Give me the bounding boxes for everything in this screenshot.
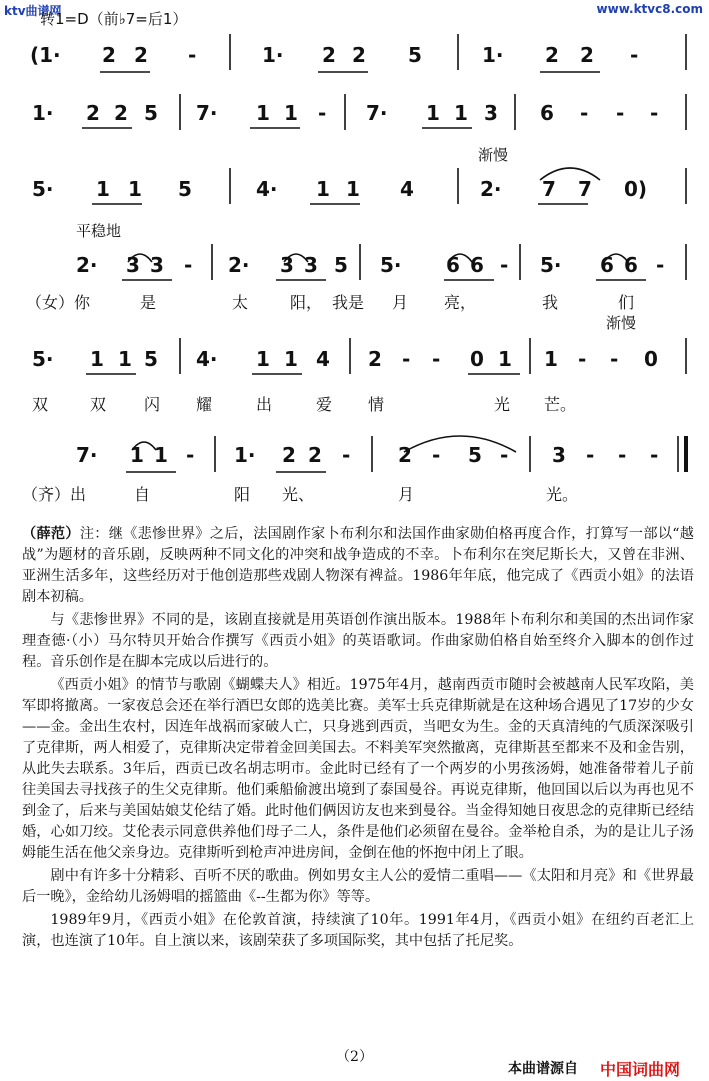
lyric: 月	[392, 293, 409, 312]
note: 2	[352, 43, 366, 67]
note: -	[184, 253, 193, 277]
note: 3	[280, 253, 294, 277]
lyric: （齐）出	[22, 485, 87, 504]
lyric: 阳	[234, 485, 251, 504]
note: 0	[470, 347, 484, 371]
note: 4	[316, 347, 330, 371]
lyric: 出	[256, 395, 273, 414]
tempo-mark: 渐慢	[606, 314, 637, 332]
note: 7	[578, 177, 592, 201]
note: -	[500, 443, 509, 467]
watermark-left: ktv曲谱网	[4, 4, 62, 18]
note: -	[650, 443, 659, 467]
note: (1·	[30, 43, 61, 67]
note: -	[342, 443, 351, 467]
note: -	[318, 101, 327, 125]
note: 6	[470, 253, 484, 277]
note: 5	[334, 253, 348, 277]
note: 5·	[32, 177, 54, 201]
note: 1·	[482, 43, 504, 67]
note: 5	[468, 443, 482, 467]
note: 1	[130, 443, 144, 467]
source-brand: 中国词曲网	[600, 1060, 681, 1079]
note: 1·	[32, 101, 54, 125]
note: 5	[178, 177, 192, 201]
note: -	[586, 443, 595, 467]
note: -	[656, 253, 665, 277]
note: 6	[540, 101, 554, 125]
note: -	[578, 347, 587, 371]
note: 1·	[262, 43, 284, 67]
lyric: 爱	[316, 395, 333, 414]
note: 5	[144, 347, 158, 371]
expression-mark: 平稳地	[76, 222, 122, 240]
note: 1	[284, 101, 298, 125]
lyric: 阳，	[290, 293, 323, 312]
note: -	[630, 43, 639, 67]
note: 1	[316, 177, 330, 201]
score	[0, 0, 709, 520]
note: 6	[600, 253, 614, 277]
note: -	[616, 101, 625, 125]
note: 1	[128, 177, 142, 201]
note: 1	[544, 347, 558, 371]
lyric: 们	[618, 293, 635, 312]
note: 1	[498, 347, 512, 371]
note: -	[432, 347, 441, 371]
note: -	[580, 101, 589, 125]
note: 5	[408, 43, 422, 67]
note: 2	[398, 443, 412, 467]
key-change: 转1=D（前♭7=后1）	[40, 10, 188, 28]
note: 1	[256, 347, 270, 371]
lyric: 太	[232, 293, 249, 312]
note: 2·	[480, 177, 502, 201]
note: 5	[144, 101, 158, 125]
note: 2	[322, 43, 336, 67]
lyric: 耀	[196, 395, 213, 414]
note: 7·	[366, 101, 388, 125]
note: 7·	[196, 101, 218, 125]
note: 1	[454, 101, 468, 125]
note: 3	[552, 443, 566, 467]
note: 1	[96, 177, 110, 201]
note: 5·	[540, 253, 562, 277]
note: 5·	[380, 253, 402, 277]
commentary-paragraph: （薛范）注：继《悲惨世界》之后，法国剧作家卜布利尔和法国作曲家勋伯格再度合作，打算写一部以“越战”为题材的音乐剧，反映两种不同文化的冲突和战争造成的不幸。卜布利尔在突尼斯长大，又曾在非洲、亚洲生活多年，这些经历对于他创造那些戏剧人物深有裨益。1986年年底，他完成了《西贡小姐》的法语剧本初稿。	[22, 526, 694, 605]
note: 3	[126, 253, 140, 277]
lyric: 月	[398, 485, 415, 504]
note: -	[618, 443, 627, 467]
lyric: 光	[494, 395, 511, 414]
lyric: 双	[32, 395, 49, 414]
lyric: 光。	[546, 485, 579, 504]
note: 1	[118, 347, 132, 371]
note: 0	[644, 347, 658, 371]
note: 1	[284, 347, 298, 371]
tempo-mark: 渐慢	[478, 146, 509, 164]
note: 7	[542, 177, 556, 201]
note: 2	[580, 43, 594, 67]
author-signature: （薛范）	[22, 526, 80, 542]
note: 2	[102, 43, 116, 67]
note: 2	[282, 443, 296, 467]
note: -	[650, 101, 659, 125]
note: 2	[114, 101, 128, 125]
note: 2	[545, 43, 559, 67]
note: 1	[256, 101, 270, 125]
note: -	[610, 347, 619, 371]
note: 1	[346, 177, 360, 201]
lyric: 我	[542, 293, 559, 312]
note: 2·	[228, 253, 250, 277]
note: 1	[426, 101, 440, 125]
note: 4	[400, 177, 414, 201]
watermark-right: www.ktvc8.com	[596, 2, 703, 16]
note: 6	[446, 253, 460, 277]
note: 1	[90, 347, 104, 371]
lyric: 光、	[282, 485, 315, 504]
note: -	[500, 253, 509, 277]
commentary-paragraph: 剧中有许多十分精彩、百听不厌的歌曲。例如男女主人公的爱情二重唱——《太阳和月亮》和《世界最后一晚》，金给幼儿汤姆唱的摇篮曲《--生都为你》等等。	[22, 868, 694, 905]
lyric: 情	[368, 395, 385, 414]
note: 3	[150, 253, 164, 277]
lyric: 我是	[332, 293, 365, 312]
note: 7·	[76, 443, 98, 467]
note: 1	[154, 443, 168, 467]
source-label: 本曲谱源自	[508, 1061, 578, 1077]
note: 5·	[32, 347, 54, 371]
note: 2	[86, 101, 100, 125]
note: -	[432, 443, 441, 467]
note: 2	[308, 443, 322, 467]
note: -	[186, 443, 195, 467]
note: 3	[484, 101, 498, 125]
note: -	[402, 347, 411, 371]
note: 2	[368, 347, 382, 371]
lyric: 是	[140, 293, 157, 312]
note: 4·	[196, 347, 218, 371]
note: 3	[304, 253, 318, 277]
commentary-paragraph: 与《悲惨世界》不同的是，该剧直接就是用英语创作演出版本。1988年卜布利尔和美国的杰出词作家理查德·（小）马尔特贝开始合作撰写《西贡小姐》的英语歌词。作曲家勋伯格自始至终介入脚本的创作过程。音乐创作是在脚本完成以后进行的。	[22, 612, 694, 670]
note: 2	[134, 43, 148, 67]
note: -	[188, 43, 197, 67]
note: 0)	[624, 177, 648, 201]
lyric: （女）你	[26, 293, 91, 312]
lyric: 双	[90, 395, 107, 414]
note: 6	[624, 253, 638, 277]
page-number: （2）	[336, 1049, 373, 1065]
lyric: 亮，	[444, 293, 477, 312]
commentary-paragraph: 1989年9月，《西贡小姐》在伦敦首演，持续演了10年。1991年4月，《西贡小姐》在纽约百老汇上演，也连演了10年。自上演以来，该剧荣获了多项国际奖，其中包括了托尼奖。	[22, 912, 694, 949]
commentary-paragraph: 《西贡小姐》的情节与歌剧《蝴蝶夫人》相近。1975年4月，越南西贡市随时会被越南人民军攻陷，美军即将撤离。一家夜总会还在举行酒巴女郎的选美比赛。美军士兵克律斯就是在这种场合遇见了17岁的少女——金。金出生农村，因连年战祸而家破人亡，只身逃到西贡，当吧女为生。金的天真清纯的气质深深吸引了克律斯，两人相爱了，克律斯决定带着金回美国去。不料美军突然撤离，克律斯甚至都来不及和金告别，从此失去联系。3年后，西贡已改名胡志明市。金此时已经有了一个两岁的小男孩汤姆，她准备带着儿子前往美国去寻找孩子的生父克律斯。他们乘船偷渡出境到了泰国曼谷。再说克律斯，他回国以后以为再也见不到金了，后来与美国姑娘艾伦结了婚。此时他们俩因访友也来到曼谷。当金得知她日夜思念的克律斯已经结婚，心如刀绞。艾伦表示同意供养他们母子二人，条件是他们必须留在曼谷。金举枪自杀，为的是让儿子汤姆能生活在他父亲身边。克律斯听到枪声冲进房间，金倒在他的怀抱中闭上了眼。	[22, 677, 694, 861]
note: 2·	[76, 253, 98, 277]
note: 4·	[256, 177, 278, 201]
note: 1·	[234, 443, 256, 467]
lyric: 芒。	[544, 395, 577, 414]
lyric: 自	[134, 485, 151, 504]
commentary	[22, 524, 694, 954]
lyric: 闪	[144, 395, 161, 414]
